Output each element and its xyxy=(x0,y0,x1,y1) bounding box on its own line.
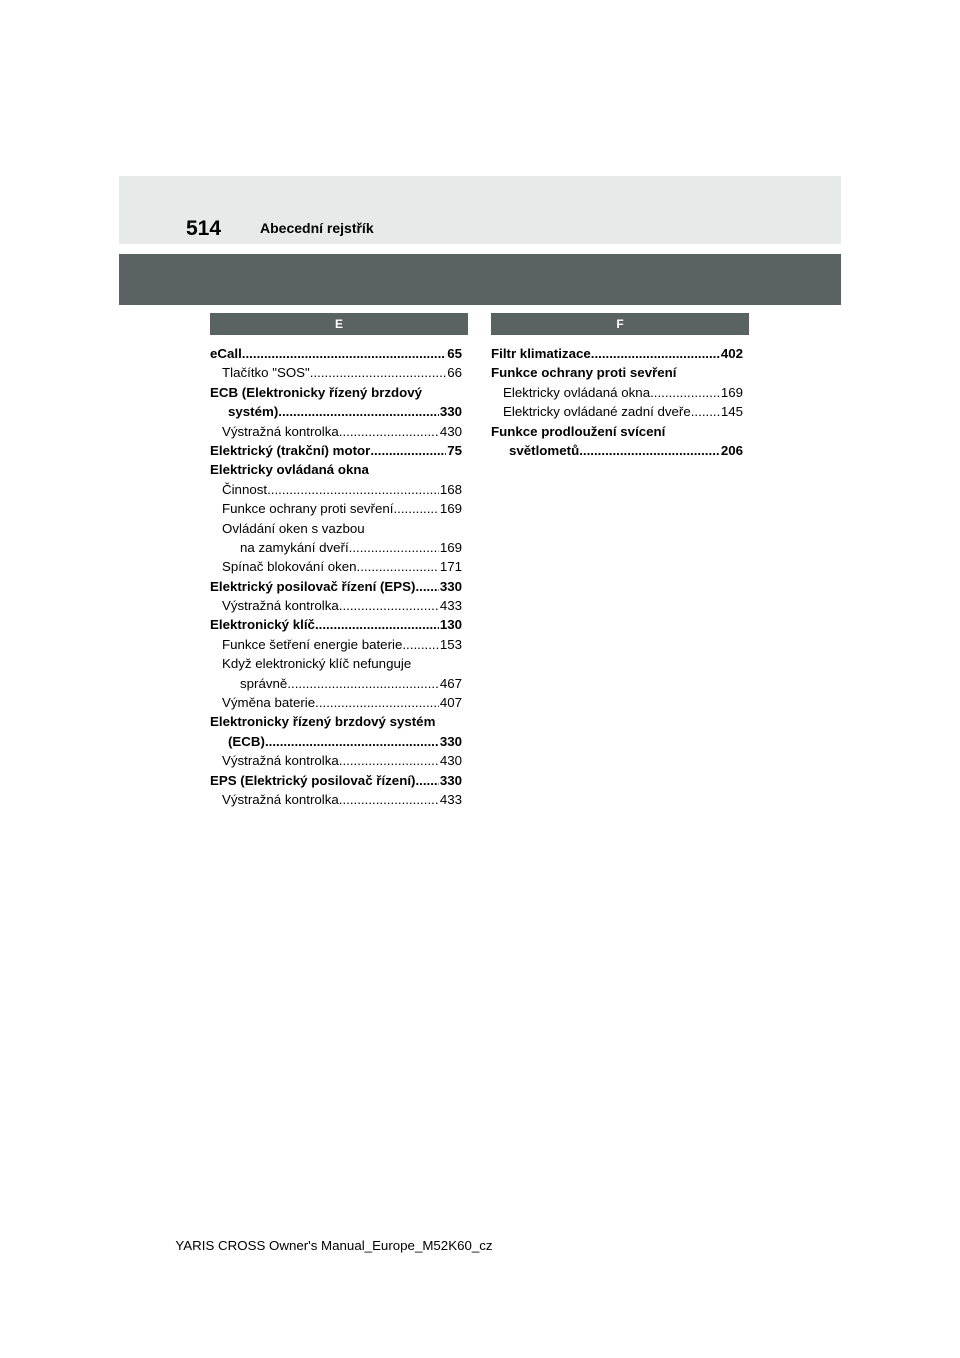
index-entry-text: ECB (Elektronicky řízený brzdový xyxy=(210,384,423,400)
index-entry xyxy=(210,693,462,712)
index-entry xyxy=(491,363,743,382)
index-entries-f xyxy=(491,344,743,460)
index-entry-text: Elektricky ovládaná okna xyxy=(503,384,651,400)
index-entry-text: Výstražná kontrolka xyxy=(222,423,339,439)
index-entry xyxy=(210,674,462,693)
dot-leader xyxy=(339,596,439,615)
index-entry-text: eCall xyxy=(210,346,242,361)
index-entry xyxy=(210,538,462,557)
index-entry-page: 467 xyxy=(439,675,462,691)
dot-leader xyxy=(339,751,439,770)
index-entry xyxy=(210,499,462,518)
index-entry xyxy=(210,363,462,382)
index-entry-text: EPS (Elektrický posilovač řízení) xyxy=(210,772,416,788)
index-entry-page: 433 xyxy=(439,791,462,807)
index-entry xyxy=(210,480,462,499)
dot-leader xyxy=(591,344,720,363)
index-entry xyxy=(210,460,462,479)
dot-leader xyxy=(650,383,720,402)
index-entry xyxy=(210,635,462,654)
index-entry-page: 169 xyxy=(439,539,462,555)
index-entry-text: Činnost xyxy=(222,481,268,497)
index-entry xyxy=(210,654,462,673)
index-entry xyxy=(210,615,462,634)
header-band xyxy=(119,176,841,244)
index-entry-text: Filtr klimatizace xyxy=(491,346,591,361)
index-entry xyxy=(210,596,462,615)
index-entry-text: Elektricky ovládaná okna xyxy=(210,462,369,478)
letter-heading-f: F xyxy=(491,313,749,335)
dot-leader xyxy=(315,615,439,634)
index-entry-page: 169 xyxy=(439,501,462,517)
dot-leader xyxy=(691,402,720,421)
dot-leader xyxy=(402,635,438,654)
dot-leader xyxy=(339,422,439,441)
index-entry xyxy=(210,790,462,809)
index-entry-page: 145 xyxy=(720,404,743,420)
dot-leader xyxy=(349,538,439,557)
dot-leader xyxy=(315,693,439,712)
index-entry-text: světlometů xyxy=(509,442,580,458)
index-entry-text: Výstražná kontrolka xyxy=(222,598,339,614)
index-entry-text: systém) xyxy=(228,404,279,420)
index-entry-text: Funkce prodloužení svícení xyxy=(491,423,666,439)
index-entry-text: Elektricky ovládané zadní dveře xyxy=(503,404,691,420)
index-entry-page: 206 xyxy=(720,442,743,458)
dot-leader xyxy=(357,557,439,576)
dot-leader xyxy=(265,732,439,751)
index-entry-page: 153 xyxy=(439,636,462,652)
dot-leader xyxy=(310,363,446,382)
index-column-f xyxy=(491,313,749,460)
dot-leader xyxy=(415,771,438,790)
index-entry-text: Výstražná kontrolka xyxy=(222,791,339,807)
dot-leader xyxy=(339,790,439,809)
index-entry xyxy=(491,441,743,460)
dot-leader xyxy=(415,577,438,596)
section-title: Abecední rejstřík xyxy=(260,220,374,236)
index-entry-page: 430 xyxy=(439,423,462,439)
index-entry-text: Funkce šetření energie baterie xyxy=(222,636,403,652)
index-entry-text: (ECB) xyxy=(228,733,265,749)
index-entry xyxy=(210,441,462,460)
index-entry-page: 130 xyxy=(439,617,462,633)
index-entry-text: Elektronický klíč xyxy=(210,617,315,633)
index-entry xyxy=(210,402,462,421)
index-entry-page: 402 xyxy=(720,346,743,361)
index-entry-text: Funkce ochrany proti sevření xyxy=(222,501,394,517)
index-entry-text: Elektrický posilovač řízení (EPS) xyxy=(210,578,416,594)
dot-leader xyxy=(287,674,439,693)
index-entry xyxy=(210,422,462,441)
index-entry xyxy=(210,732,462,751)
index-entry xyxy=(491,402,743,421)
index-entry-text: Tlačítko "SOS" xyxy=(222,365,310,381)
dot-leader xyxy=(393,499,438,518)
index-entry xyxy=(210,383,462,402)
index-entry-page: 75 xyxy=(447,442,462,458)
header-dark-band xyxy=(119,254,841,305)
index-entry-text: správně xyxy=(240,675,288,691)
index-entry-text: Když elektronický klíč nefunguje xyxy=(222,656,412,672)
letter-heading-e: E xyxy=(210,313,468,335)
index-entry-text: na zamykání dveří xyxy=(240,539,349,555)
index-entry-page: 330 xyxy=(439,733,462,749)
index-entry-page: 330 xyxy=(439,404,462,420)
index-entry-text: Výstražná kontrolka xyxy=(222,753,339,769)
index-entry-page: 66 xyxy=(447,365,462,381)
index-entry-page: 169 xyxy=(720,384,743,400)
index-entry-text: Ovládání oken s vazbou xyxy=(222,520,365,536)
index-entry xyxy=(210,519,462,538)
page-number: 514 xyxy=(186,217,222,240)
index-entry-page: 330 xyxy=(439,578,462,594)
index-entries-e xyxy=(210,344,462,809)
index-entry xyxy=(210,344,462,363)
index-entry-page: 433 xyxy=(439,598,462,614)
index-entry-text: Elektronicky řízený brzdový systém xyxy=(210,714,436,730)
dot-leader xyxy=(370,441,446,460)
index-entry xyxy=(491,383,743,402)
index-entry xyxy=(210,771,462,790)
index-entry xyxy=(491,344,743,363)
index-entry-page: 330 xyxy=(439,772,462,788)
index-entry xyxy=(210,712,462,731)
index-entry-text: Výměna baterie xyxy=(222,695,316,711)
footer-manual-id: YARIS CROSS Owner's Manual_Europe_M52K60_cz xyxy=(175,1238,493,1253)
index-entry-text: Funkce ochrany proti sevření xyxy=(491,365,677,381)
index-entry-text: Elektrický (trakční) motor xyxy=(210,442,371,458)
index-entry-page: 65 xyxy=(447,346,462,361)
index-entry xyxy=(210,751,462,770)
index-entry-page: 171 xyxy=(439,559,462,575)
index-entry xyxy=(210,577,462,596)
index-entry-page: 407 xyxy=(439,695,462,711)
dot-leader xyxy=(579,441,720,460)
index-entry-page: 430 xyxy=(439,753,462,769)
index-entry xyxy=(491,422,743,441)
index-entry xyxy=(210,557,462,576)
dot-leader xyxy=(278,402,439,421)
dot-leader xyxy=(267,480,439,499)
index-column-e xyxy=(210,313,468,809)
index-entry-text: Spínač blokování oken xyxy=(222,559,357,575)
index-entry-page: 168 xyxy=(439,481,462,497)
dot-leader xyxy=(242,344,446,363)
